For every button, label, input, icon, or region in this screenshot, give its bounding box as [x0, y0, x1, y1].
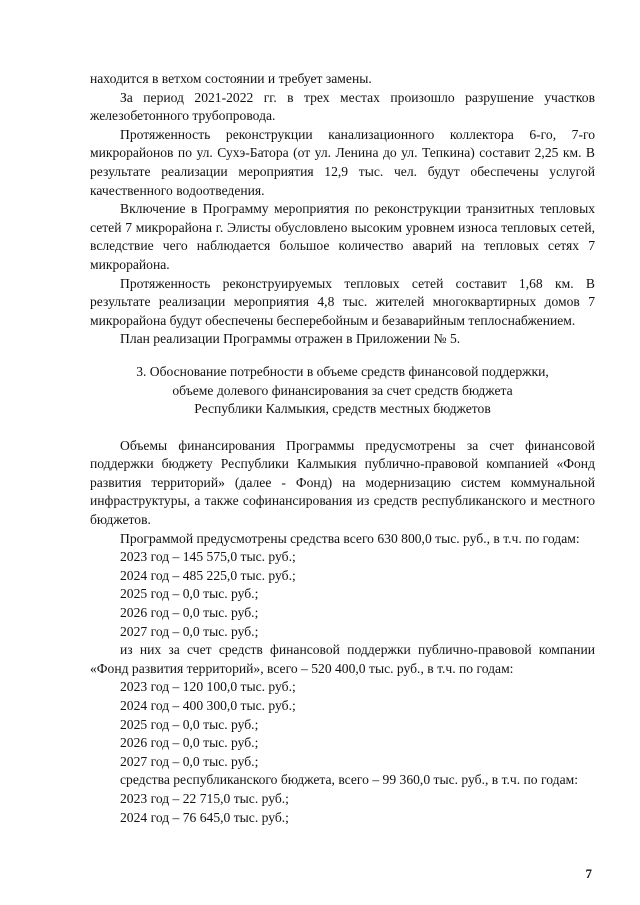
section-heading-line: Республики Калмыкия, средств местных бюджетов: [194, 401, 491, 417]
list-item: 2023 год – 120 100,0 тыс. руб.;: [120, 679, 296, 695]
section-heading-line: 3. Обоснование потребности в объеме средств финансовой поддержки,: [136, 363, 549, 379]
paragraph-pipeline-destruction: За период 2021-2022 гг. в трех местах произошло разрушение участков железобетонного трубопровода.: [90, 89, 595, 124]
paragraph-sewer-reconstruction: Протяженность реконструкции канализационного коллектора 6-го, 7-го микрорайонов по ул. Сухэ-Батора (от ул. Ленина до ул. Тепкина) составит 2,25 км. В результате реализации мероприятия 12,9 тыс. чел. будут обеспечены услугой качественного водоотведения.: [90, 126, 595, 198]
list-item: 2027 год – 0,0 тыс. руб.;: [120, 623, 259, 639]
list-item: 2023 год – 145 575,0 тыс. руб.;: [120, 549, 296, 565]
document-body: [90, 70, 595, 827]
paragraph-heating-length: Протяженность реконструируемых тепловых сетей составит 1,68 км. В результате реализации мероприятия 4,8 тыс. жителей многоквартирных домов 7 микрорайона будут обеспечены бесперебойным и безаварийным теплоснабжением.: [90, 275, 595, 328]
paragraph-financing-intro: Объемы финансирования Программы предусмотрены за счет финансовой поддержки бюджету Республики Калмыкия публично-правовой компанией «Фонд развития территорий» (далее - Фонд) на модернизацию систем коммунальной инфраструктуры, а также софинансирования из средств республиканского и местного бюджетов.: [90, 437, 595, 528]
list-item: 2026 год – 0,0 тыс. руб.;: [120, 605, 259, 621]
paragraph-financing-total: Программой предусмотрены средства всего 630 800,0 тыс. руб., в т.ч. по годам:: [120, 530, 580, 546]
list-item: 2027 год – 0,0 тыс. руб.;: [120, 753, 259, 769]
list-item: 2025 год – 0,0 тыс. руб.;: [120, 716, 259, 732]
page-number: 7: [585, 866, 592, 881]
list-item: 2024 год – 400 300,0 тыс. руб.;: [120, 698, 296, 713]
paragraph-republic-budget: средства республиканского бюджета, всего – 99 360,0 тыс. руб., в т.ч. по годам:: [120, 772, 578, 788]
list-item: 2025 год – 0,0 тыс. руб.;: [120, 586, 259, 602]
paragraph-heating-inclusion: Включение в Программу мероприятия по реконструкции транзитных тепловых сетей 7 микрорайона г. Элисты обусловлено высоким уровнем износа тепловых сетей, вследствие чего наблюдается большое количество аварий на тепловых сетях 7 микрорайона.: [90, 201, 595, 272]
list-item: 2026 год – 0,0 тыс. руб.;: [120, 735, 259, 751]
paragraph-implementation-plan: План реализации Программы отражен в Приложении № 5.: [120, 331, 461, 347]
list-item: 2024 год – 485 225,0 тыс. руб.;: [120, 567, 296, 583]
list-item: 2023 год – 22 715,0 тыс. руб.;: [120, 790, 289, 806]
section-heading-line: объеме долевого финансирования за счет средств бюджета: [172, 382, 513, 398]
paragraph-fund-financing: из них за счет средств финансовой поддержки публично-правовой компании «Фонд развития территорий», всего – 520 400,0 тыс. руб., в т.ч. по годам:: [90, 642, 595, 676]
paragraph-continuation: находится в ветхом состоянии и требует замены.: [90, 71, 372, 86]
section-heading: [90, 363, 595, 419]
list-item: 2024 год – 76 645,0 тыс. руб.;: [120, 809, 289, 825]
